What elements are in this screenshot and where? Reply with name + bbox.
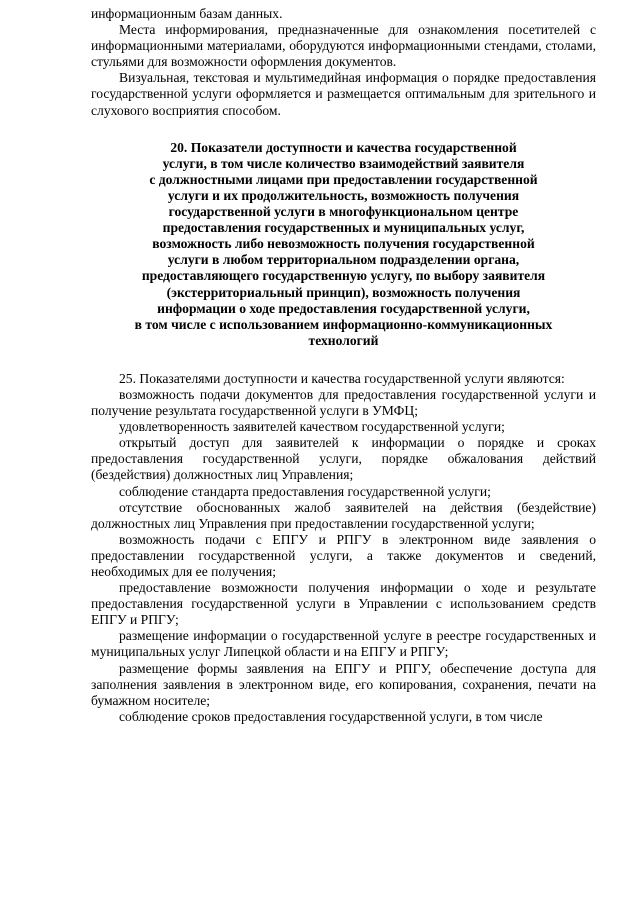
paragraph-visual-information: Визуальная, текстовая и мультимедийная информация о порядке предоставления государственной услуги оформляется и размещается оптимальным для зрительного и слухового восприятия способом. (91, 70, 596, 118)
list-item: удовлетворенность заявителей качеством государственной услуги; (119, 419, 505, 435)
section-heading-line: с должностными лицами при предоставлении государственной (149, 171, 538, 187)
list-item: открытый доступ для заявителей к информации о порядке и сроках предоставления государственной услуги, порядке обжалования действий (бездействия) должностных лиц Управления; (91, 435, 596, 483)
section-heading (91, 140, 596, 349)
section-heading-line: предоставляющего государственную услугу, по выбору заявителя (141, 268, 546, 284)
section-heading-line: (экстерриториальный принцип), возможность получения (166, 284, 521, 300)
list-item: отсутствие обоснованных жалоб заявителей на действия (бездействие) должностных лиц Управления при предоставлении государственной услуги; (91, 499, 596, 531)
section-heading-line: услуги и их продолжительность, возможность получения (167, 187, 520, 203)
section-heading-line: предоставления государственных и муниципальных услуг, (162, 220, 525, 236)
item-25-intro: 25. Показателями доступности и качества государственной услуги являются: (119, 370, 565, 386)
list-item: возможность подачи документов для предоставления государственной услуги и получение результата государственной услуги в УМФЦ; (91, 386, 596, 419)
section-heading-line: возможность либо невозможность получения государственной (152, 236, 535, 252)
list-item: возможность подачи с ЕПГУ и РПГУ в электронном виде заявления о предоставлении государственной услуги, а также документов и сведений, необходимых для ее получения; (91, 531, 596, 579)
list-item: размещение формы заявления на ЕПГУ и РПГУ, обеспечение доступа для заполнения заявления в электронном виде, его копирования, сохранения, печати на бумажном носителе; (91, 660, 596, 708)
list-item: размещение информации о государственной услуге в реестре государственных и муниципальных услуг Липецкой области и на ЕПГУ и РПГУ; (91, 628, 596, 660)
section-heading-line: услуги в любом территориальном подразделении органа, (167, 252, 520, 268)
section-heading-line: государственной услуги в многофункциональном центре (168, 204, 519, 220)
paragraph-continuation: информационным базам данных. (91, 6, 283, 21)
list-item: соблюдение стандарта предоставления государственной услуги; (119, 483, 491, 499)
section-heading-line: услуги, в том числе количество взаимодействий заявителя (162, 155, 525, 171)
section-heading-line: 20. Показатели доступности и качества государственной (170, 139, 517, 155)
section-heading-line: в том числе с использованием информационно-коммуникационных (134, 316, 553, 332)
section-heading-line: информации о ходе предоставления государственной услуги, (157, 300, 530, 316)
list-item: предоставление возможности получения информации о ходе и результате предоставления государственной услуги в Управлении с использованием средств ЕПГУ и РПГУ; (91, 580, 596, 628)
list-item: соблюдение сроков предоставления государственной услуги, в том числе (119, 708, 543, 724)
paragraph-information-places: Места информирования, предназначенные для ознакомления посетителей с информационными материалами, оборудуются информационными стендами, столами, стульями для возможности оформления документов. (91, 22, 596, 70)
section-heading-line: технологий (308, 332, 379, 348)
document-page (91, 6, 596, 725)
